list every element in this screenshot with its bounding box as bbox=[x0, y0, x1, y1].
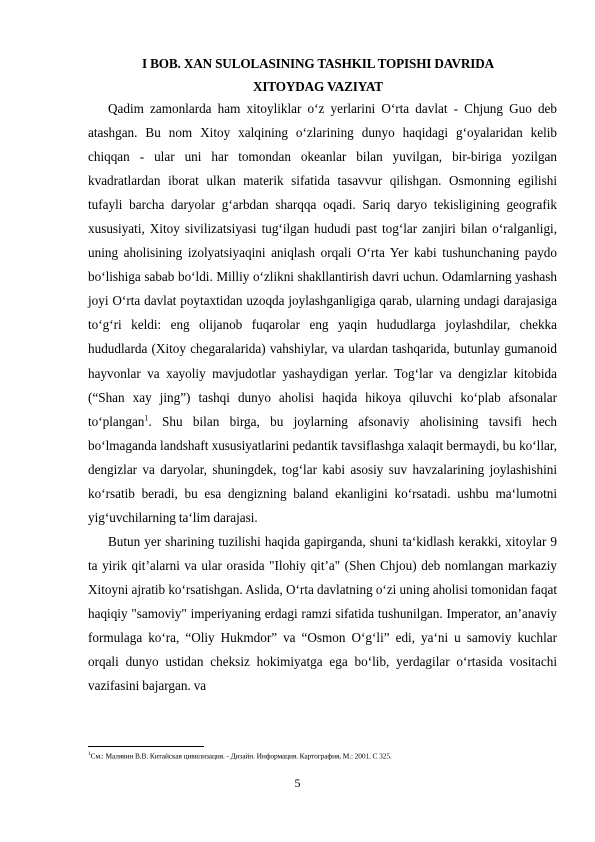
chapter-heading-line-2: XITOYDAG VAZIYAT bbox=[253, 79, 383, 94]
footnote-reference[interactable]: 1 bbox=[144, 413, 149, 423]
paragraph-2: Butun yer sharining tuzilishi haqida gapirganda, shuni ta‘kidlash kerakki, xitoylar 9 ta yirik qit’alarni va ular orasida "Ilohiy qit’a" (Shen Chjou) deb nomlangan markaziy Xitoyni ajratib ko‘rsatishgan. Aslida, O‘rta davlatning o‘zi uning aholisi tomonidan faqat haqiqiy "samoviy" imperiyaning erdagi ramzi sifatida tushunilgan. Imperator, an’anaviy formulaga ko‘ra, “Oliy Hukmdor” va “Osmon O‘g‘li” edi, ya‘ni u samoviy kuchlar orqali dunyo ustidan cheksiz hokimiyatga ega bo‘lib, yerdagilar o‘rtasida vositachi vazifasini bajargan. va bbox=[88, 533, 557, 694]
chapter-heading-line-1: I BOB. XAN SULOLASINING TASHKIL TOPISHI DAVRIDA bbox=[142, 56, 494, 71]
page-number: 5 bbox=[294, 776, 301, 790]
footnote-divider bbox=[88, 746, 204, 747]
paragraph-1 bbox=[88, 97, 557, 530]
body-text bbox=[88, 97, 557, 698]
paragraph-1-text-b: . Shu bilan birga, bu joylarning afsonaviy aholisining tavsifi hech bo‘lmaganda landshaft xususiyatlarini pedantik tavsiflashga xalaqit bermaydi, bu ko‘llar, dengizlar va daryolar, shuningdek, tog‘lar kabi asosiy suv havzalarining joylashishini ko‘rsatib beradi, bu esa dengizning baland ekanligini ko‘rsatadi. ushbu ma‘lumotni yig‘uvchilarning ta‘lim darajasi. bbox=[88, 413, 557, 525]
footnote-text: См.: Малявин В.В. Китайская цивилизация. - Дизайн. Информация. Картография, М.: 2001. С 325. bbox=[90, 751, 392, 761]
footnote-number: 1 bbox=[88, 751, 91, 757]
chapter-heading bbox=[60, 52, 576, 98]
footnote bbox=[88, 749, 558, 761]
paragraph-1-text-a: Qadim zamonlarda ham xitoyliklar o‘z yerlarini O‘rta davlat - Chjung Guo deb atashgan. Bu nom Xitoy xalqining o‘zlarining dunyo haqidagi g‘oyalaridan kelib chiqqan - ular uni har tomondan okeanlar bilan yuvilgan, bir-biriga yozilgan kvadratlardan iborat ulkan materik sifatida tasavvur qilishgan. Osmonning egilishi tufayli barcha daryolar g‘arbdan sharqqa oqadi. Sariq daryo tekisligining geografik xususiyati, Xitoy sivilizatsiyasi tug‘ilgan hududi past tog‘lar zanjiri bilan o‘ralganligi, uning aholisining izolyatsiyaqini aniqlash orqali O‘rta Yer kabi tushunchaning paydo bo‘lishiga sabab bo‘ldi. Milliy o‘zlikni shakllantirish davri uchun. Odamlarning yashash joyi O‘rta davlat poytaxtidan uzoqda joylashganligiga qarab, ularning undagi darajasiga to‘g‘ri keldi: eng olijanob fuqarolar eng yaqin hududlarga joylashdilar, chekka hududlarda (Xitoy chegaralarida) vahshiylar, va ulardan tashqarida, butunlay gumanoid hayvonlar va xayoliy mavjudotlar yashaydigan yerlar. Tog‘lar va dengizlar kitobida (“Shan xay jing”) tashqi dunyo aholisi haqida hikoya qiluvchi ko‘plab afsonalar to‘plangan bbox=[88, 101, 557, 429]
